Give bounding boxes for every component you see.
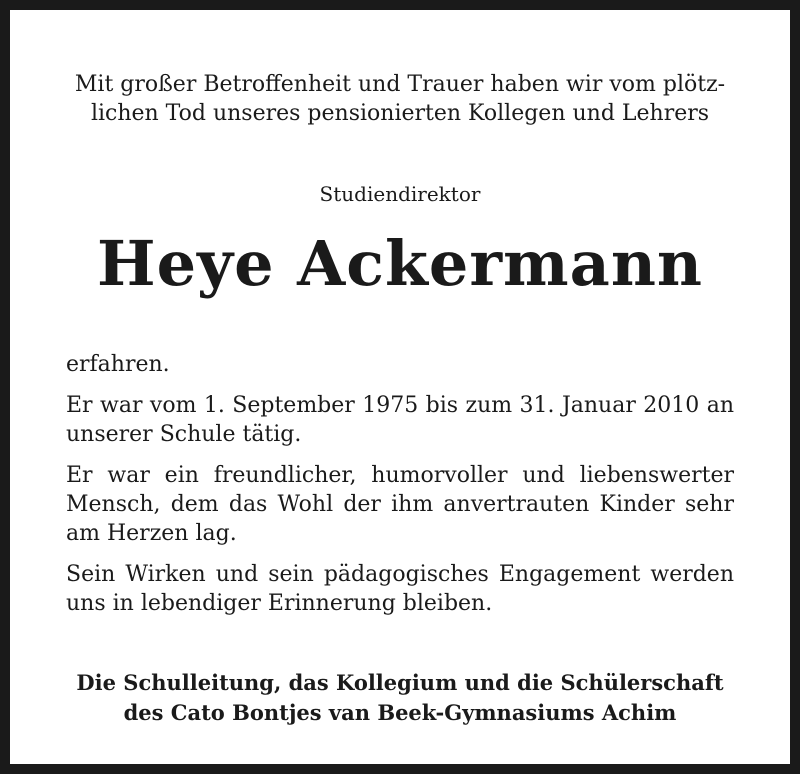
intro-line: lichen Tod unseres pensionierten Kollegen und Lehrers <box>90 101 710 126</box>
academic-title: Studiendirektor <box>319 182 481 206</box>
intro-text <box>66 70 734 128</box>
signature-block <box>66 668 734 728</box>
body-text <box>66 350 734 630</box>
signature-line: Die Schulleitung, das Kollegium und die Schülerschaft <box>76 670 724 695</box>
notice-content <box>66 10 734 764</box>
paragraph: Er war ein freundlicher, humorvoller und liebenswerter Mensch, dem das Wohl der ihm anvertrauten Kinder sehr am Herzen lag. <box>66 463 734 546</box>
intro-line: Mit großer Betroffenheit und Trauer haben wir vom plötz- <box>74 72 726 97</box>
paragraph: erfahren. <box>66 352 170 377</box>
paragraph: Er war vom 1. September 1975 bis zum 31. Januar 2010 an unserer Schule tätig. <box>66 393 734 447</box>
deceased-name: Heye Ackermann <box>97 227 703 300</box>
paragraph: Sein Wirken und sein pädagogisches Engagement werden uns in lebendiger Erinnerung bleiben. <box>66 562 734 616</box>
signature-line: des Cato Bontjes van Beek-Gymnasiums Achim <box>123 700 677 725</box>
